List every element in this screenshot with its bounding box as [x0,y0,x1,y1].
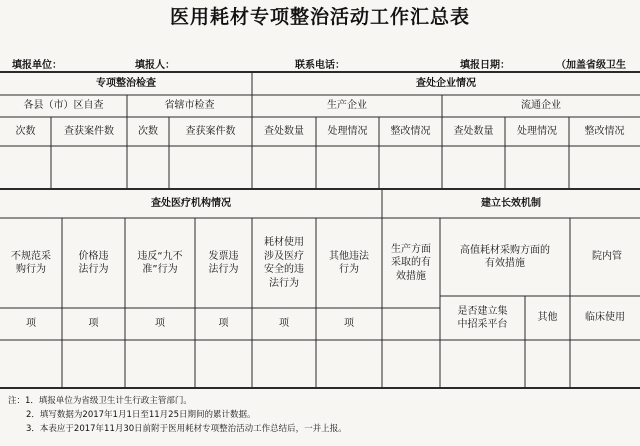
col-invoice-violation: 发票违 法行为 [208,250,239,275]
unit-cell: 项 [218,318,229,330]
col-quantity-2: 查处数量 [453,125,494,137]
col-centralized-platform: 是否建立集 中招采平台 [457,305,508,330]
col-cases-1: 查获案件数 [64,125,114,137]
col-clinical-use: 临床使用 [585,312,625,324]
meta-unit: 填报单位： [12,60,62,71]
header-enterprise: 查处企业情况 [416,77,476,89]
col-count-2: 次数 [138,125,158,137]
col-handling-1: 处理情况 [327,125,368,137]
meta-phone: 联系电话： [295,60,345,71]
col-rectify-1: 整改情况 [390,125,431,137]
col-cases-2: 查获案件数 [185,125,236,137]
header-city-check: 省辖市检查 [164,100,215,112]
col-rectify-2: 整改情况 [584,125,625,137]
meta-date: 填报日期： [460,60,510,71]
col-irregular-purchase: 不规范采 购行为 [11,250,51,275]
col-count-1: 次数 [15,125,36,137]
meta-seal: （加盖省级卫生 [556,60,626,71]
col-price-violation: 价格违 法行为 [78,250,109,275]
page-title: 医用耗材专项整治活动工作汇总表 [169,6,470,28]
header-production: 生产企业 [327,100,367,112]
header-long-term-mechanism: 建立长效机制 [481,197,541,209]
header-special-inspection: 专项整治检查 [96,77,156,89]
footnote: 注：1．填报单位为省级卫生计生行政主管部门。 [8,396,192,406]
col-production-measures: 生产方面 采取的有 效措施 [391,243,431,282]
col-procurement-measures: 高值耗材采购方面的 有效措施 [460,244,550,269]
col-quantity-1: 查处数量 [264,125,304,137]
col-handling-2: 处理情况 [517,125,557,137]
footnote: 3．本表应于2017年11月30日前附于医用耗材专项整治活动工作总结后，一并上报。 [26,424,347,434]
unit-cell: 项 [344,318,354,330]
unit-cell: 项 [26,318,36,330]
header-county-self-check: 各县（市）区自查 [23,100,104,112]
col-other: 其他 [537,312,558,324]
unit-cell: 项 [279,318,289,330]
meta-person: 填报人： [135,60,175,71]
header-distribution: 流通企业 [521,100,561,112]
unit-cell: 项 [155,318,165,330]
col-hospital-management: 院内管 [592,251,622,263]
unit-cell: 项 [88,318,99,330]
col-other-violation: 其他违法 行为 [329,250,369,275]
col-nine-prohibitions: 违反“九不 准”行为 [137,250,183,275]
footnotes [8,394,347,436]
header-medical-institutions: 查处医疗机构情况 [151,197,231,209]
footnote: 2．填写数据为2017年1月1日至11月25日期间的累计数据。 [26,410,256,420]
col-safety-violation: 耗材使用 涉及医疗 安全的违 法行为 [264,237,304,289]
